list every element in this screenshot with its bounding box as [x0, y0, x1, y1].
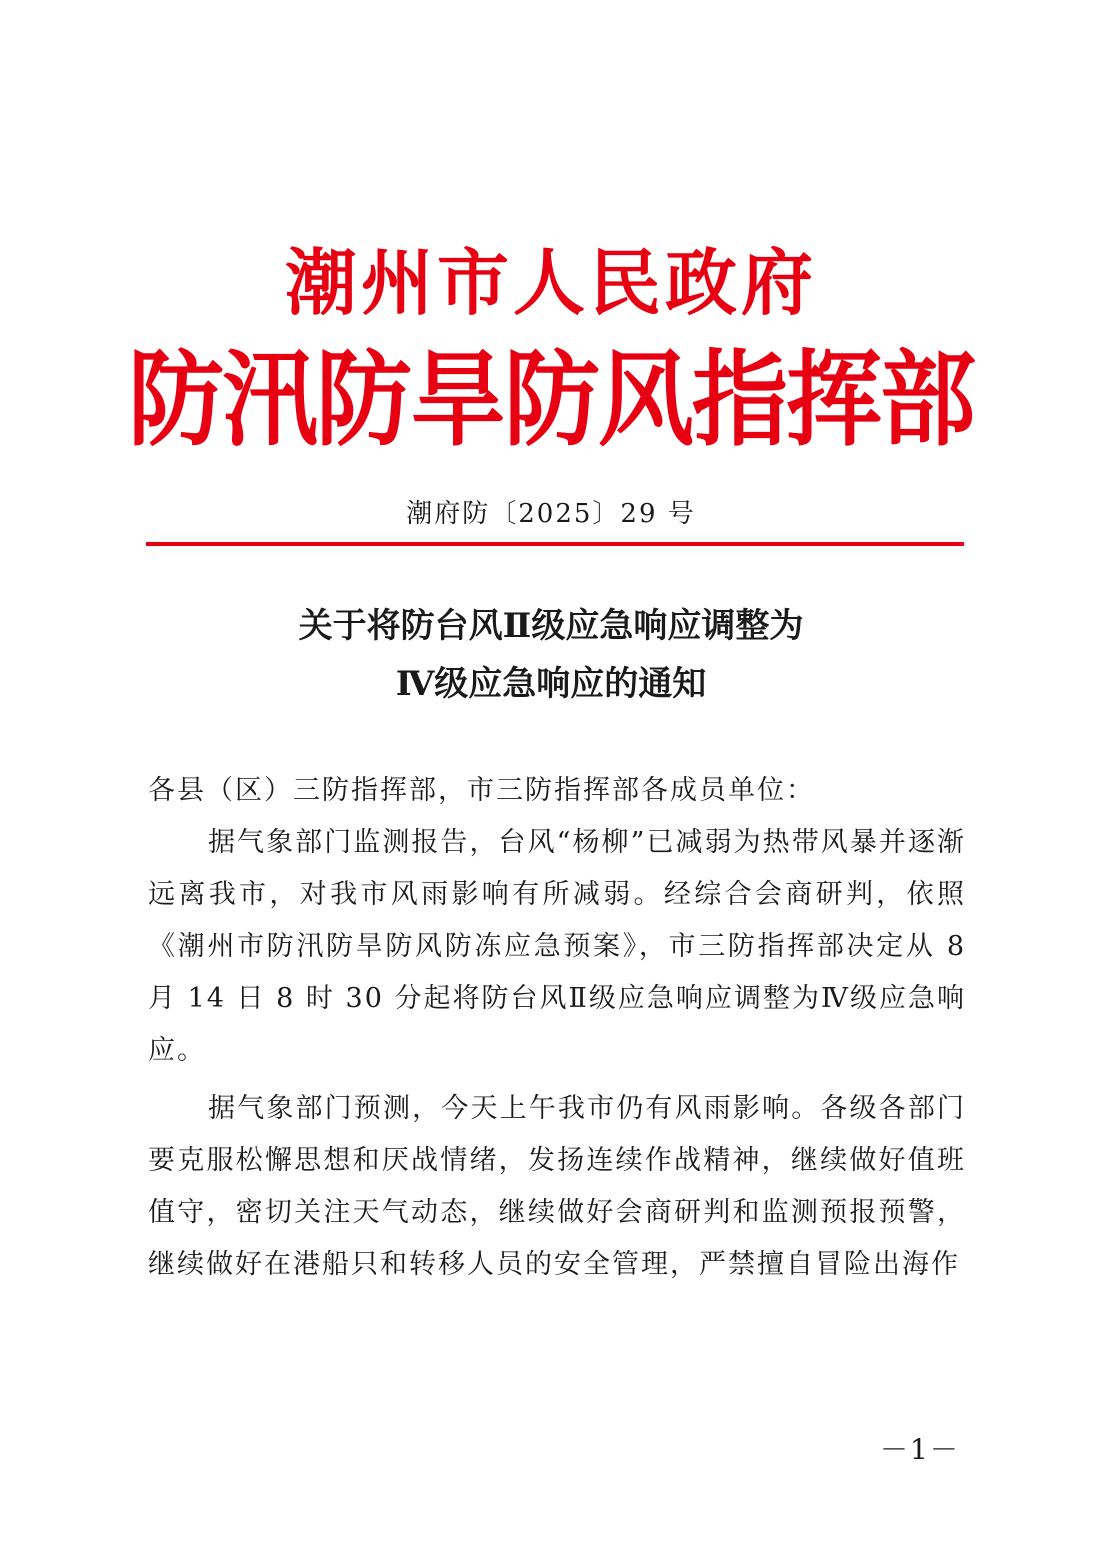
body-paragraph-2: 据气象部门预测，今天上午我市仍有风雨影响。各级各部门要克服松懈思想和厌战情绪，发扬连续作战精神，继续做好值班值守，密切关注天气动态，继续做好会商研判和监测预报预警，继续做好在港船只和转移人员的安全管理，严禁擅自冒险出海作 — [148, 1093, 966, 1280]
red-divider — [146, 542, 964, 546]
issuer-name-line2: 防汛防旱防风指挥部 — [128, 338, 974, 461]
body-paragraph-1: 据气象部门监测报告，台风“杨柳”已减弱为热带风暴并逐渐远离我市，对我市风雨影响有所减弱。经综合会商研判，依照《潮州市防汛防旱防风防冻应急预案》，市三防指挥部决定从 8 月 14 日 8 时 30 分起将防台风Ⅱ级应急响应调整为Ⅳ级应急响应。 — [148, 827, 966, 1066]
issuer-name-line1: 潮州市人民政府 — [284, 240, 817, 325]
salutation: 各县（区）三防指挥部，市三防指挥部各成员单位： — [148, 775, 815, 806]
document-title-line1: 关于将防台风Ⅱ级应急响应调整为 — [298, 606, 804, 646]
document-number: 潮府防〔2025〕29 号 — [406, 499, 696, 529]
page-number: －1－ — [880, 1433, 960, 1466]
document-title-line2: Ⅳ级应急响应的通知 — [395, 664, 707, 704]
